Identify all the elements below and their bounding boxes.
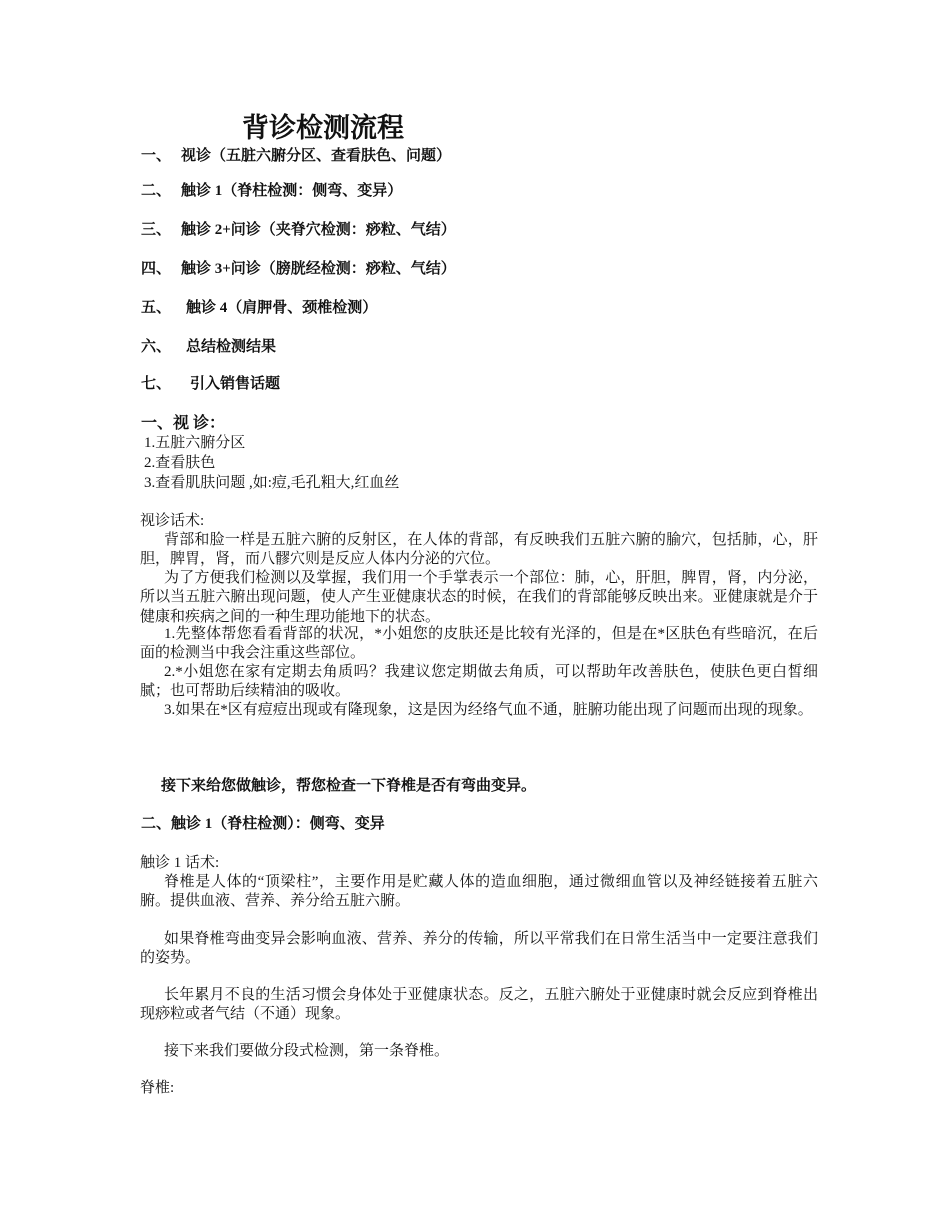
- toc-number: 一、: [141, 148, 172, 164]
- toc-item: 触诊 4（肩胛骨、颈椎检测）: [186, 300, 378, 316]
- section-heading-visual-exam: 一、视 诊：: [141, 415, 226, 432]
- spine-label: 脊椎:: [140, 1080, 175, 1096]
- paragraph: 2.*小姐您在家有定期去角质吗？我建议您定期做去角质，可以帮助年改善肤色，使肤色更白皙细腻；也可帮助后续精油的吸收。: [140, 664, 818, 700]
- toc-number: 七、: [141, 376, 172, 392]
- paragraph: 为了方便我们检测以及掌握，我们用一个手掌表示一个部位：肺，心，肝胆，脾胃，肾，内分泌，所以当五脏六腑出现问题，使人产生亚健康状态的时候，在我们的背部能够反映出来。亚健康就是介于健康和疾病之间的一种生理功能地下的状态。: [140, 570, 818, 625]
- toc-number: 三、: [141, 222, 172, 238]
- page-title: 背诊检测流程: [242, 113, 404, 144]
- transition-line: 接下来给您做触诊，帮您检查一下脊椎是否有弯曲变异。: [161, 778, 537, 794]
- paragraph: 长年累月不良的生活习惯会身体处于亚健康状态。反之，五脏六腑处于亚健康时就会反应到脊椎出现痧粒或者气结（不通）现象。: [140, 987, 818, 1023]
- paragraph: 3.如果在*区有痘痘出现或有隆现象，这是因为经络气血不通，脏腑功能出现了问题而出现的现象。: [164, 702, 813, 718]
- section-heading-palpation-1: 二、触诊 1（脊柱检测）：侧弯、变异: [141, 816, 385, 832]
- paragraph: 背部和脸一样是五脏六腑的反射区，在人体的背部，有反映我们五脏六腑的腧穴，包括肺，心，肝胆，脾胃，肾，而八髎穴则是反应人体内分泌的穴位。: [140, 532, 818, 568]
- paragraph: 脊椎是人体的“顶梁柱”，主要作用是贮藏人体的造血细胞，通过微细血管以及神经链接着五脏六腑。提供血液、营养、养分给五脏六腑。: [140, 874, 818, 910]
- paragraph: 1.先整体帮您看看背部的状况，*小姐您的皮肤还是比较有光泽的，但是在*区肤色有些暗沉，在后面的检测当中我会注重这些部位。: [140, 626, 818, 662]
- list-item: 2.查看肤色: [144, 455, 216, 471]
- list-item: 3.查看肌肤问题 ,如:痘,毛孔粗大,红血丝: [144, 475, 400, 491]
- toc-item: 触诊 2+问诊（夹脊穴检测：痧粒、气结）: [181, 222, 456, 238]
- toc-item: 触诊 3+问诊（膀胱经检测：痧粒、气结）: [181, 261, 456, 277]
- toc-number: 六、: [141, 339, 172, 355]
- paragraph: 接下来我们要做分段式检测，第一条脊椎。: [164, 1043, 450, 1059]
- toc-number: 四、: [141, 261, 172, 277]
- toc-item: 总结检测结果: [186, 339, 277, 355]
- script-label: 触诊 1 话术:: [140, 855, 220, 871]
- script-label: 视诊话术:: [140, 513, 205, 529]
- toc-item: 触诊 1（脊柱检测：侧弯、变异）: [181, 183, 403, 199]
- toc-item: 视诊（五脏六腑分区、查看肤色、问题）: [181, 148, 452, 164]
- toc-number: 二、: [141, 183, 172, 199]
- list-item: 1.五脏六腑分区: [144, 435, 246, 451]
- paragraph: 如果脊椎弯曲变异会影响血液、营养、养分的传输，所以平常我们在日常生活当中一定要注意我们的姿势。: [140, 931, 818, 967]
- toc-number: 五、: [141, 300, 172, 316]
- toc-item: 引入销售话题: [190, 376, 281, 392]
